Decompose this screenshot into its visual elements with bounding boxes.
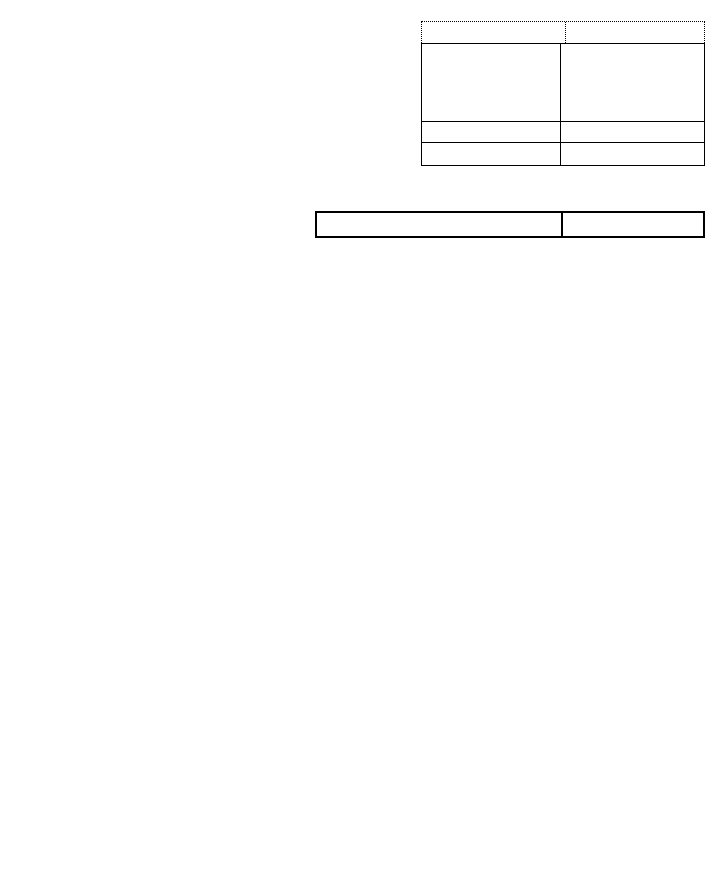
balance-last-statement-label[interactable] <box>552 188 558 210</box>
amount-to-pay-row <box>315 211 705 238</box>
customer-value-cell[interactable] <box>561 44 704 121</box>
amount-to-pay-label-cell[interactable] <box>317 213 561 236</box>
amount-to-pay-value-cell[interactable] <box>563 213 703 236</box>
statement-id-row <box>421 21 705 43</box>
customer-row <box>422 44 704 121</box>
statement-id-value-cell[interactable] <box>566 22 704 43</box>
statement-id-label-cell[interactable] <box>422 22 566 43</box>
customer-label-cell[interactable] <box>422 44 561 121</box>
grand-total-payout-label[interactable] <box>552 166 558 188</box>
currency-row <box>422 142 704 165</box>
currency-label-cell[interactable] <box>422 143 561 165</box>
statement-info-box <box>421 43 705 166</box>
statement-date-label-cell[interactable] <box>422 122 561 142</box>
statement-date-row <box>422 121 704 142</box>
currency-value-cell[interactable] <box>561 143 704 165</box>
statement-date-value-cell[interactable] <box>561 122 704 142</box>
